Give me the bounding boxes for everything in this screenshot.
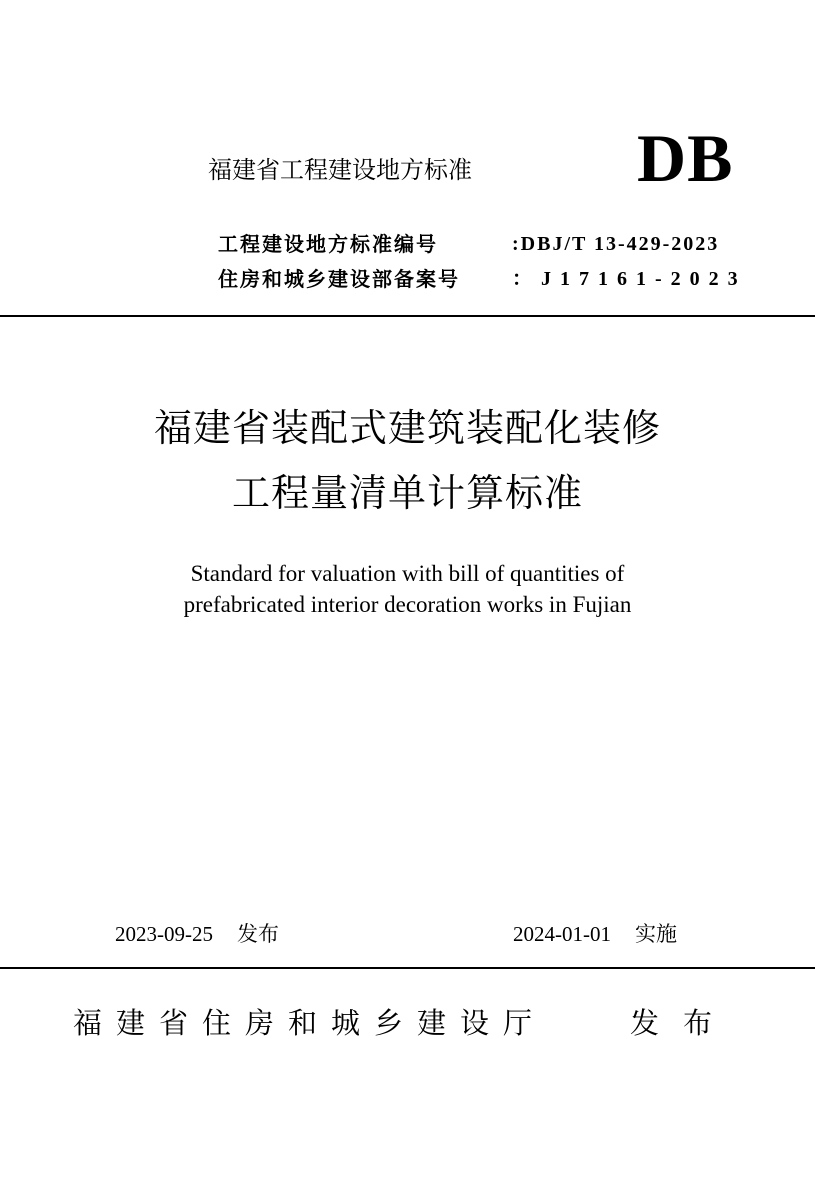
bottom-divider	[0, 967, 815, 969]
standard-number-value: :DBJ/T 13-429-2023	[512, 233, 720, 255]
effective-date: 2024-01-01	[513, 922, 611, 946]
effective-label: 实施	[635, 922, 677, 946]
english-title-line-1: Standard for valuation with bill of quantities of	[190, 561, 625, 586]
standard-number-label: 工程建设地方标准编号	[218, 232, 438, 256]
title-line-1: 福建省装配式建筑装配化装修	[153, 406, 661, 450]
publish-label: 发布	[237, 922, 279, 946]
top-divider	[0, 315, 815, 317]
db-mark: DB	[637, 120, 734, 196]
publish-date: 2023-09-25	[115, 922, 213, 946]
issuing-authority: 福建省住房和城乡建设厅	[73, 1006, 547, 1040]
record-number-value: ：J17161-2023	[512, 268, 747, 290]
english-title-line-2: prefabricated interior decoration works in Fujian	[183, 592, 632, 617]
record-number-label: 住房和城乡建设部备案号	[218, 267, 460, 291]
title-line-2: 工程量清单计算标准	[231, 471, 583, 515]
issue-label: 发布	[630, 1006, 737, 1040]
local-standard-category: 福建省工程建设地方标准	[208, 156, 472, 184]
publish-date-block	[115, 919, 279, 949]
effective-date-block	[513, 919, 677, 949]
